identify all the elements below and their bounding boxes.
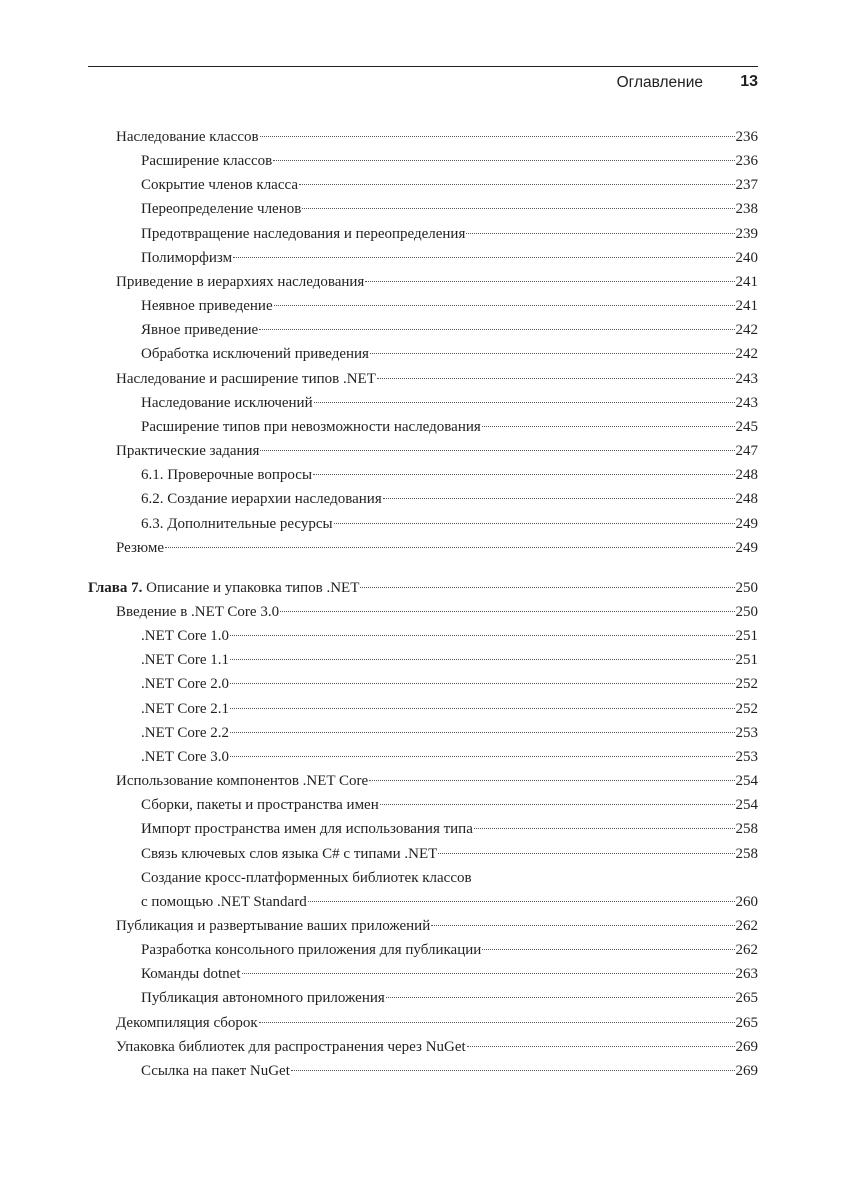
dot-leader: [274, 305, 735, 306]
toc-entry-casting-hierarchies[interactable]: [88, 270, 758, 294]
toc-entry-net-core-3-0[interactable]: [88, 745, 758, 769]
toc-entry-6-3[interactable]: [88, 512, 758, 536]
toc-entry-page: 236: [735, 153, 758, 170]
toc-entry-page: 249: [735, 515, 758, 532]
toc-entry-title: Наследование классов: [116, 129, 259, 145]
toc-entry-title: Команды dotnet: [141, 966, 241, 983]
toc-entry-page: 239: [735, 225, 758, 242]
toc-entry-title: Декомпиляция сборок: [116, 1014, 258, 1031]
toc-entry-title: Явное приведение: [141, 322, 259, 339]
toc-entry-6-2[interactable]: [88, 487, 758, 511]
toc-entry-page: 262: [735, 942, 758, 959]
dot-leader: [230, 659, 734, 660]
toc-entry-page: 245: [735, 418, 758, 435]
toc-entry-title: .NET Core 2.1: [141, 700, 230, 717]
toc-entry-title: 6.3. Дополнительные ресурсы: [141, 515, 333, 532]
chapter-label: Глава 7.: [88, 579, 143, 596]
toc-entry-title: Сокрытие членов класса: [141, 177, 298, 194]
dot-leader: [280, 611, 734, 612]
dot-leader: [230, 756, 734, 757]
dot-leader: [467, 1046, 735, 1047]
toc-entry-title: .NET Core 3.0: [141, 748, 230, 765]
toc-entry-page: 236: [735, 129, 758, 145]
toc-entry-polymorphism[interactable]: [88, 246, 758, 270]
running-title: Оглавление: [616, 74, 703, 91]
dot-leader: [377, 378, 735, 379]
dot-leader: [313, 474, 734, 475]
dot-leader: [466, 233, 734, 234]
toc-entry-page: 262: [735, 918, 758, 934]
toc-entry-title-line: Создание кросс-платформенных библиотек классов: [141, 869, 472, 886]
dot-leader: [383, 498, 735, 499]
toc-entry-page: 254: [735, 773, 758, 790]
toc-entry-title: Связь ключевых слов языка C# с типами .NET: [141, 845, 438, 862]
toc-entry-page: 252: [735, 676, 758, 693]
toc-chapter-7[interactable]: [88, 576, 758, 600]
dot-leader: [260, 136, 735, 137]
dot-leader: [230, 708, 734, 709]
toc-entry-title: Публикация автономного приложения: [141, 990, 385, 1007]
dot-leader: [308, 901, 735, 902]
toc-entry-page: 248: [735, 467, 758, 484]
toc-entry-title: Введение в .NET Core 3.0: [116, 603, 280, 620]
toc-entry-page: 253: [735, 748, 758, 765]
dot-leader: [259, 329, 734, 330]
toc-entry-title: .NET Core 1.0: [141, 628, 230, 645]
toc-entry-title: Описание и упаковка типов .NET: [142, 579, 360, 596]
toc-entry-using-net-core-components[interactable]: [88, 769, 758, 793]
page-number: 13: [740, 73, 758, 90]
toc-entry-csharp-keywords[interactable]: [88, 842, 758, 866]
toc-entry-publishing-deploying[interactable]: [88, 914, 758, 938]
toc-entry-title: Переопределение членов: [141, 201, 302, 218]
toc-entry-page: 258: [735, 821, 758, 838]
toc-entry-net-core-2-1[interactable]: [88, 697, 758, 721]
dot-leader: [230, 635, 734, 636]
toc-entry-title: 6.1. Проверочные вопросы: [141, 467, 313, 484]
toc-entry-page: 260: [735, 893, 758, 910]
toc-entry-title: Использование компонентов .NET Core: [116, 773, 369, 790]
table-of-contents: [88, 125, 758, 1083]
toc-entry-page: 265: [735, 990, 758, 1007]
toc-entry-title: Практические задания: [116, 443, 260, 460]
dot-leader: [165, 547, 734, 548]
toc-entry-title: Публикация и развертывание ваших приложений: [116, 918, 431, 934]
toc-entry-title: Полиморфизм: [141, 249, 233, 266]
dot-leader: [260, 450, 734, 451]
toc-entry-page: 265: [735, 1014, 758, 1031]
toc-entry-inheriting-net-types[interactable]: [88, 367, 758, 391]
toc-entry-page: 263: [735, 966, 758, 983]
toc-entry-page: 249: [735, 539, 758, 556]
toc-entry-title: Приведение в иерархиях наследования: [116, 273, 365, 290]
toc-entry-page: 247: [735, 443, 758, 460]
toc-entry-title: Упаковка библиотек для распространения через NuGet: [116, 1038, 466, 1055]
toc-entry-title: Резюме: [116, 539, 165, 556]
dot-leader: [386, 997, 735, 998]
toc-entry-page: 251: [735, 652, 758, 669]
toc-entry-title: .NET Core 2.2: [141, 724, 230, 741]
toc-entry-page: 269: [735, 1062, 758, 1079]
dot-leader: [273, 160, 734, 161]
dot-leader: [334, 523, 735, 524]
dot-leader: [482, 949, 734, 950]
dot-leader: [365, 281, 734, 282]
toc-entry-page: 254: [735, 797, 758, 814]
toc-entry-cast-exceptions[interactable]: [88, 342, 758, 366]
dot-leader: [370, 353, 735, 354]
toc-entry-explicit-casting[interactable]: [88, 318, 758, 342]
dot-leader: [242, 973, 735, 974]
toc-entry-practice[interactable]: [88, 439, 758, 463]
toc-entry-page: 241: [735, 298, 758, 315]
toc-entry-title: с помощью .NET Standard: [141, 893, 307, 910]
toc-entry-page: 250: [735, 579, 758, 596]
toc-entry-title: Наследование и расширение типов .NET: [116, 370, 376, 387]
toc-entry-preventing-inheritance[interactable]: [88, 222, 758, 246]
dot-leader: [431, 925, 734, 926]
toc-entry-decompiling[interactable]: [88, 1011, 758, 1035]
toc-entry-page: 241: [735, 273, 758, 290]
dot-leader: [380, 804, 735, 805]
toc-entry-page: 248: [735, 491, 758, 508]
toc-entry-page: 243: [735, 370, 758, 387]
toc-entry-net-core-2-2[interactable]: [88, 721, 758, 745]
dot-leader: [291, 1070, 735, 1071]
toc-entry-title: Неявное приведение: [141, 298, 273, 315]
toc-entry-page: 242: [735, 346, 758, 363]
dot-leader: [302, 208, 734, 209]
toc-entry-self-contained-app[interactable]: [88, 986, 758, 1010]
toc-entry-class-inheritance[interactable]: [88, 125, 758, 149]
dot-leader: [299, 184, 735, 185]
dot-leader: [314, 402, 735, 403]
toc-entry-intro-net-core-3[interactable]: [88, 600, 758, 624]
header-rule: [88, 66, 758, 67]
toc-entry-importing-namespace[interactable]: [88, 817, 758, 841]
toc-entry-assemblies-packages[interactable]: [88, 793, 758, 817]
toc-entry-net-core-1-0[interactable]: [88, 624, 758, 648]
toc-entry-page: 258: [735, 845, 758, 862]
toc-entry-page: 269: [735, 1038, 758, 1055]
dot-leader: [233, 257, 734, 258]
toc-entry-overriding-members[interactable]: [88, 197, 758, 221]
toc-entry-nuget-reference[interactable]: [88, 1059, 758, 1083]
toc-entry-page: 237: [735, 177, 758, 194]
toc-entry-page: 251: [735, 628, 758, 645]
toc-entry-page: 250: [735, 603, 758, 620]
toc-entry-page: 243: [735, 394, 758, 411]
toc-entry-title: Наследование исключений: [141, 394, 313, 411]
toc-entry-title: Ссылка на пакет NuGet: [141, 1062, 290, 1079]
toc-entry-implicit-casting[interactable]: [88, 294, 758, 318]
toc-entry-title: Расширение классов: [141, 153, 273, 170]
toc-entry-page: 252: [735, 700, 758, 717]
toc-entry-dotnet-commands[interactable]: [88, 962, 758, 986]
dot-leader: [369, 780, 734, 781]
dot-leader: [482, 426, 735, 427]
toc-entry-title: Импорт пространства имен для использования типа: [141, 821, 473, 838]
toc-entry-summary[interactable]: [88, 536, 758, 560]
toc-entry-extending-classes[interactable]: [88, 149, 758, 173]
toc-entry-title: 6.2. Создание иерархии наследования: [141, 491, 382, 508]
toc-entry-title: Расширение типов при невозможности наследования: [141, 418, 481, 435]
dot-leader: [474, 828, 735, 829]
toc-entry-extending-sealed-types[interactable]: [88, 415, 758, 439]
toc-entry-page: 242: [735, 322, 758, 339]
toc-entry-page: 238: [735, 201, 758, 218]
toc-entry-title: Сборки, пакеты и пространства имен: [141, 797, 379, 814]
toc-entry-title: .NET Core 2.0: [141, 676, 230, 693]
dot-leader: [259, 1022, 735, 1023]
toc-entry-title: Предотвращение наследования и переопределения: [141, 225, 466, 242]
toc-entry-title: Обработка исключений приведения: [141, 346, 369, 363]
toc-entry-page: 253: [735, 724, 758, 741]
toc-entry-title: .NET Core 1.1: [141, 652, 230, 669]
toc-entry-nuget-packaging[interactable]: [88, 1035, 758, 1059]
toc-entry-title: Разработка консольного приложения для публикации: [141, 942, 482, 959]
dot-leader: [438, 853, 734, 854]
toc-entry-net-core-2-0[interactable]: [88, 672, 758, 696]
toc-entry-6-1[interactable]: [88, 463, 758, 487]
dot-leader: [230, 732, 734, 733]
toc-entry-hiding-members[interactable]: [88, 173, 758, 197]
toc-entry-console-app-publishing[interactable]: [88, 938, 758, 962]
toc-entry-page: 240: [735, 249, 758, 266]
toc-entry-inheriting-exceptions[interactable]: [88, 391, 758, 415]
dot-leader: [230, 683, 734, 684]
toc-entry-cross-platform-libraries[interactable]: [88, 866, 758, 914]
toc-entry-net-core-1-1[interactable]: [88, 648, 758, 672]
dot-leader: [360, 587, 734, 588]
